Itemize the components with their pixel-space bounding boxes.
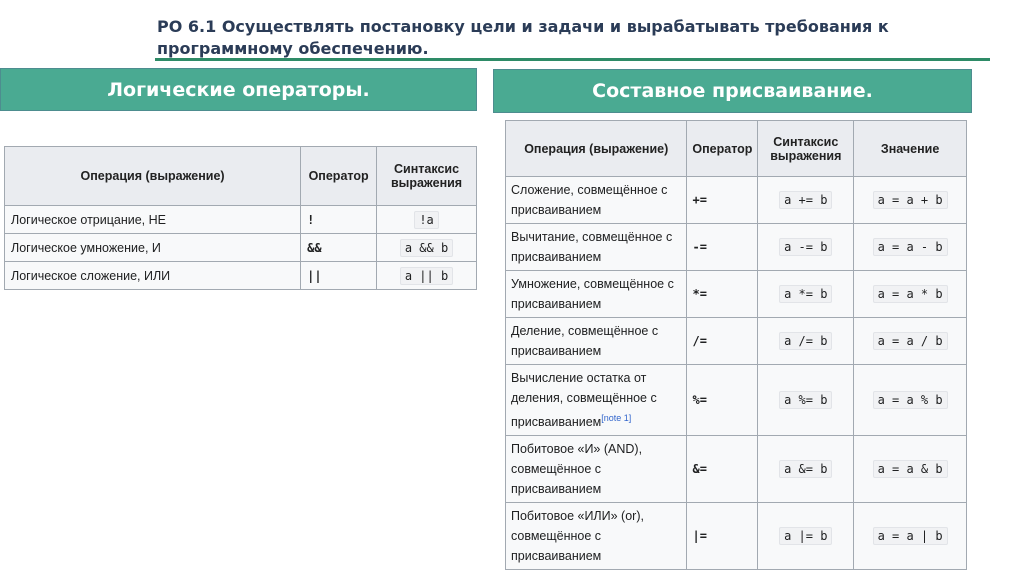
compound-assignment-heading: Составное присваивание. — [592, 80, 873, 102]
table-row — [506, 224, 967, 271]
syntax-cell — [758, 318, 854, 365]
column-header-syntax: Синтаксис выражения — [377, 147, 477, 206]
syntax-cell — [758, 436, 854, 503]
operator-text: &= — [692, 462, 707, 477]
operation-cell: Побитовое «И» (AND), совмещённое с присваиванием — [506, 436, 687, 503]
table-row — [506, 271, 967, 318]
operator-text: /= — [692, 334, 707, 348]
operation-cell — [506, 365, 687, 436]
page-title: РО 6.1 Осуществлять постановку цели и задачи и вырабатывать требования к программному обеспечению. — [157, 17, 889, 58]
compound-assignment-table — [505, 120, 967, 570]
logical-operators-table — [4, 146, 477, 290]
syntax-code: a /= b — [779, 332, 832, 350]
value-cell — [854, 224, 967, 271]
operation-cell: Логическое сложение, ИЛИ — [5, 262, 301, 290]
value-cell — [854, 318, 967, 365]
operator-cell — [687, 318, 758, 365]
value-code: a = a + b — [873, 191, 948, 209]
compound-assignment-banner — [493, 69, 972, 113]
operator-text: %= — [692, 393, 707, 408]
value-code: a = a / b — [873, 332, 948, 350]
syntax-code: a && b — [400, 239, 453, 257]
table-row — [506, 177, 967, 224]
syntax-cell — [758, 503, 854, 570]
syntax-cell — [377, 262, 477, 290]
value-cell — [854, 436, 967, 503]
operator-text: *= — [692, 287, 707, 301]
operation-cell: Вычитание, совмещённое с присваиванием — [506, 224, 687, 271]
syntax-code: a *= b — [779, 285, 832, 303]
operator-cell — [687, 271, 758, 318]
value-code: a = a % b — [873, 391, 948, 409]
footnote-link[interactable]: [note 1] — [601, 413, 632, 423]
column-header-operation: Операция (выражение) — [506, 121, 687, 177]
table-row — [506, 318, 967, 365]
operator-cell — [687, 436, 758, 503]
column-header-syntax: Синтаксис выражения — [758, 121, 854, 177]
syntax-code: a %= b — [779, 391, 832, 409]
table-row — [506, 503, 967, 570]
syntax-cell — [377, 234, 477, 262]
syntax-code: a &= b — [779, 460, 832, 478]
operator-text: && — [307, 240, 322, 255]
syntax-cell — [758, 271, 854, 318]
table-row — [506, 436, 967, 503]
syntax-cell — [758, 177, 854, 224]
table-row — [5, 234, 477, 262]
operator-cell — [687, 503, 758, 570]
operation-cell: Побитовое «ИЛИ» (or), совмещённое с присваиванием — [506, 503, 687, 570]
table-row — [5, 206, 477, 234]
value-code: a = a * b — [873, 285, 948, 303]
table-header-row — [506, 121, 967, 177]
syntax-cell — [758, 224, 854, 271]
operator-text: += — [692, 193, 707, 207]
value-cell — [854, 177, 967, 224]
operator-cell — [301, 262, 377, 290]
column-header-operator: Оператор — [301, 147, 377, 206]
operation-cell: Умножение, совмещённое с присваиванием — [506, 271, 687, 318]
operation-cell: Сложение, совмещённое с присваиванием — [506, 177, 687, 224]
operation-cell: Логическое отрицание, НЕ — [5, 206, 301, 234]
operator-text: |= — [692, 529, 707, 544]
value-code: a = a - b — [873, 238, 948, 256]
operator-cell — [301, 234, 377, 262]
title-divider — [155, 58, 990, 61]
operation-cell: Логическое умножение, И — [5, 234, 301, 262]
column-header-value: Значение — [854, 121, 967, 177]
syntax-cell — [758, 365, 854, 436]
table-header-row — [5, 147, 477, 206]
syntax-cell — [377, 206, 477, 234]
logical-operators-heading: Логические операторы. — [107, 78, 370, 101]
value-code: a = a | b — [873, 527, 948, 545]
column-header-operator: Оператор — [687, 121, 758, 177]
syntax-code: a -= b — [779, 238, 832, 256]
table-row — [5, 262, 477, 290]
operator-cell — [687, 177, 758, 224]
operation-text: Вычисление остатка от деления, совмещённое с присваиванием — [511, 371, 657, 430]
operation-cell: Деление, совмещённое с присваиванием — [506, 318, 687, 365]
table-row — [506, 365, 967, 436]
operator-text: -= — [692, 240, 707, 254]
syntax-code: a += b — [779, 191, 832, 209]
operator-cell — [687, 365, 758, 436]
column-header-operation: Операция (выражение) — [5, 147, 301, 206]
operator-cell — [301, 206, 377, 234]
operator-text: || — [307, 268, 322, 283]
syntax-code: !a — [414, 211, 438, 229]
operator-cell — [687, 224, 758, 271]
logical-operators-banner — [0, 68, 477, 111]
syntax-code: a || b — [400, 267, 453, 285]
value-cell — [854, 365, 967, 436]
value-cell — [854, 271, 967, 318]
value-cell — [854, 503, 967, 570]
operator-text: ! — [307, 212, 315, 227]
value-code: a = a & b — [873, 460, 948, 478]
syntax-code: a |= b — [779, 527, 832, 545]
